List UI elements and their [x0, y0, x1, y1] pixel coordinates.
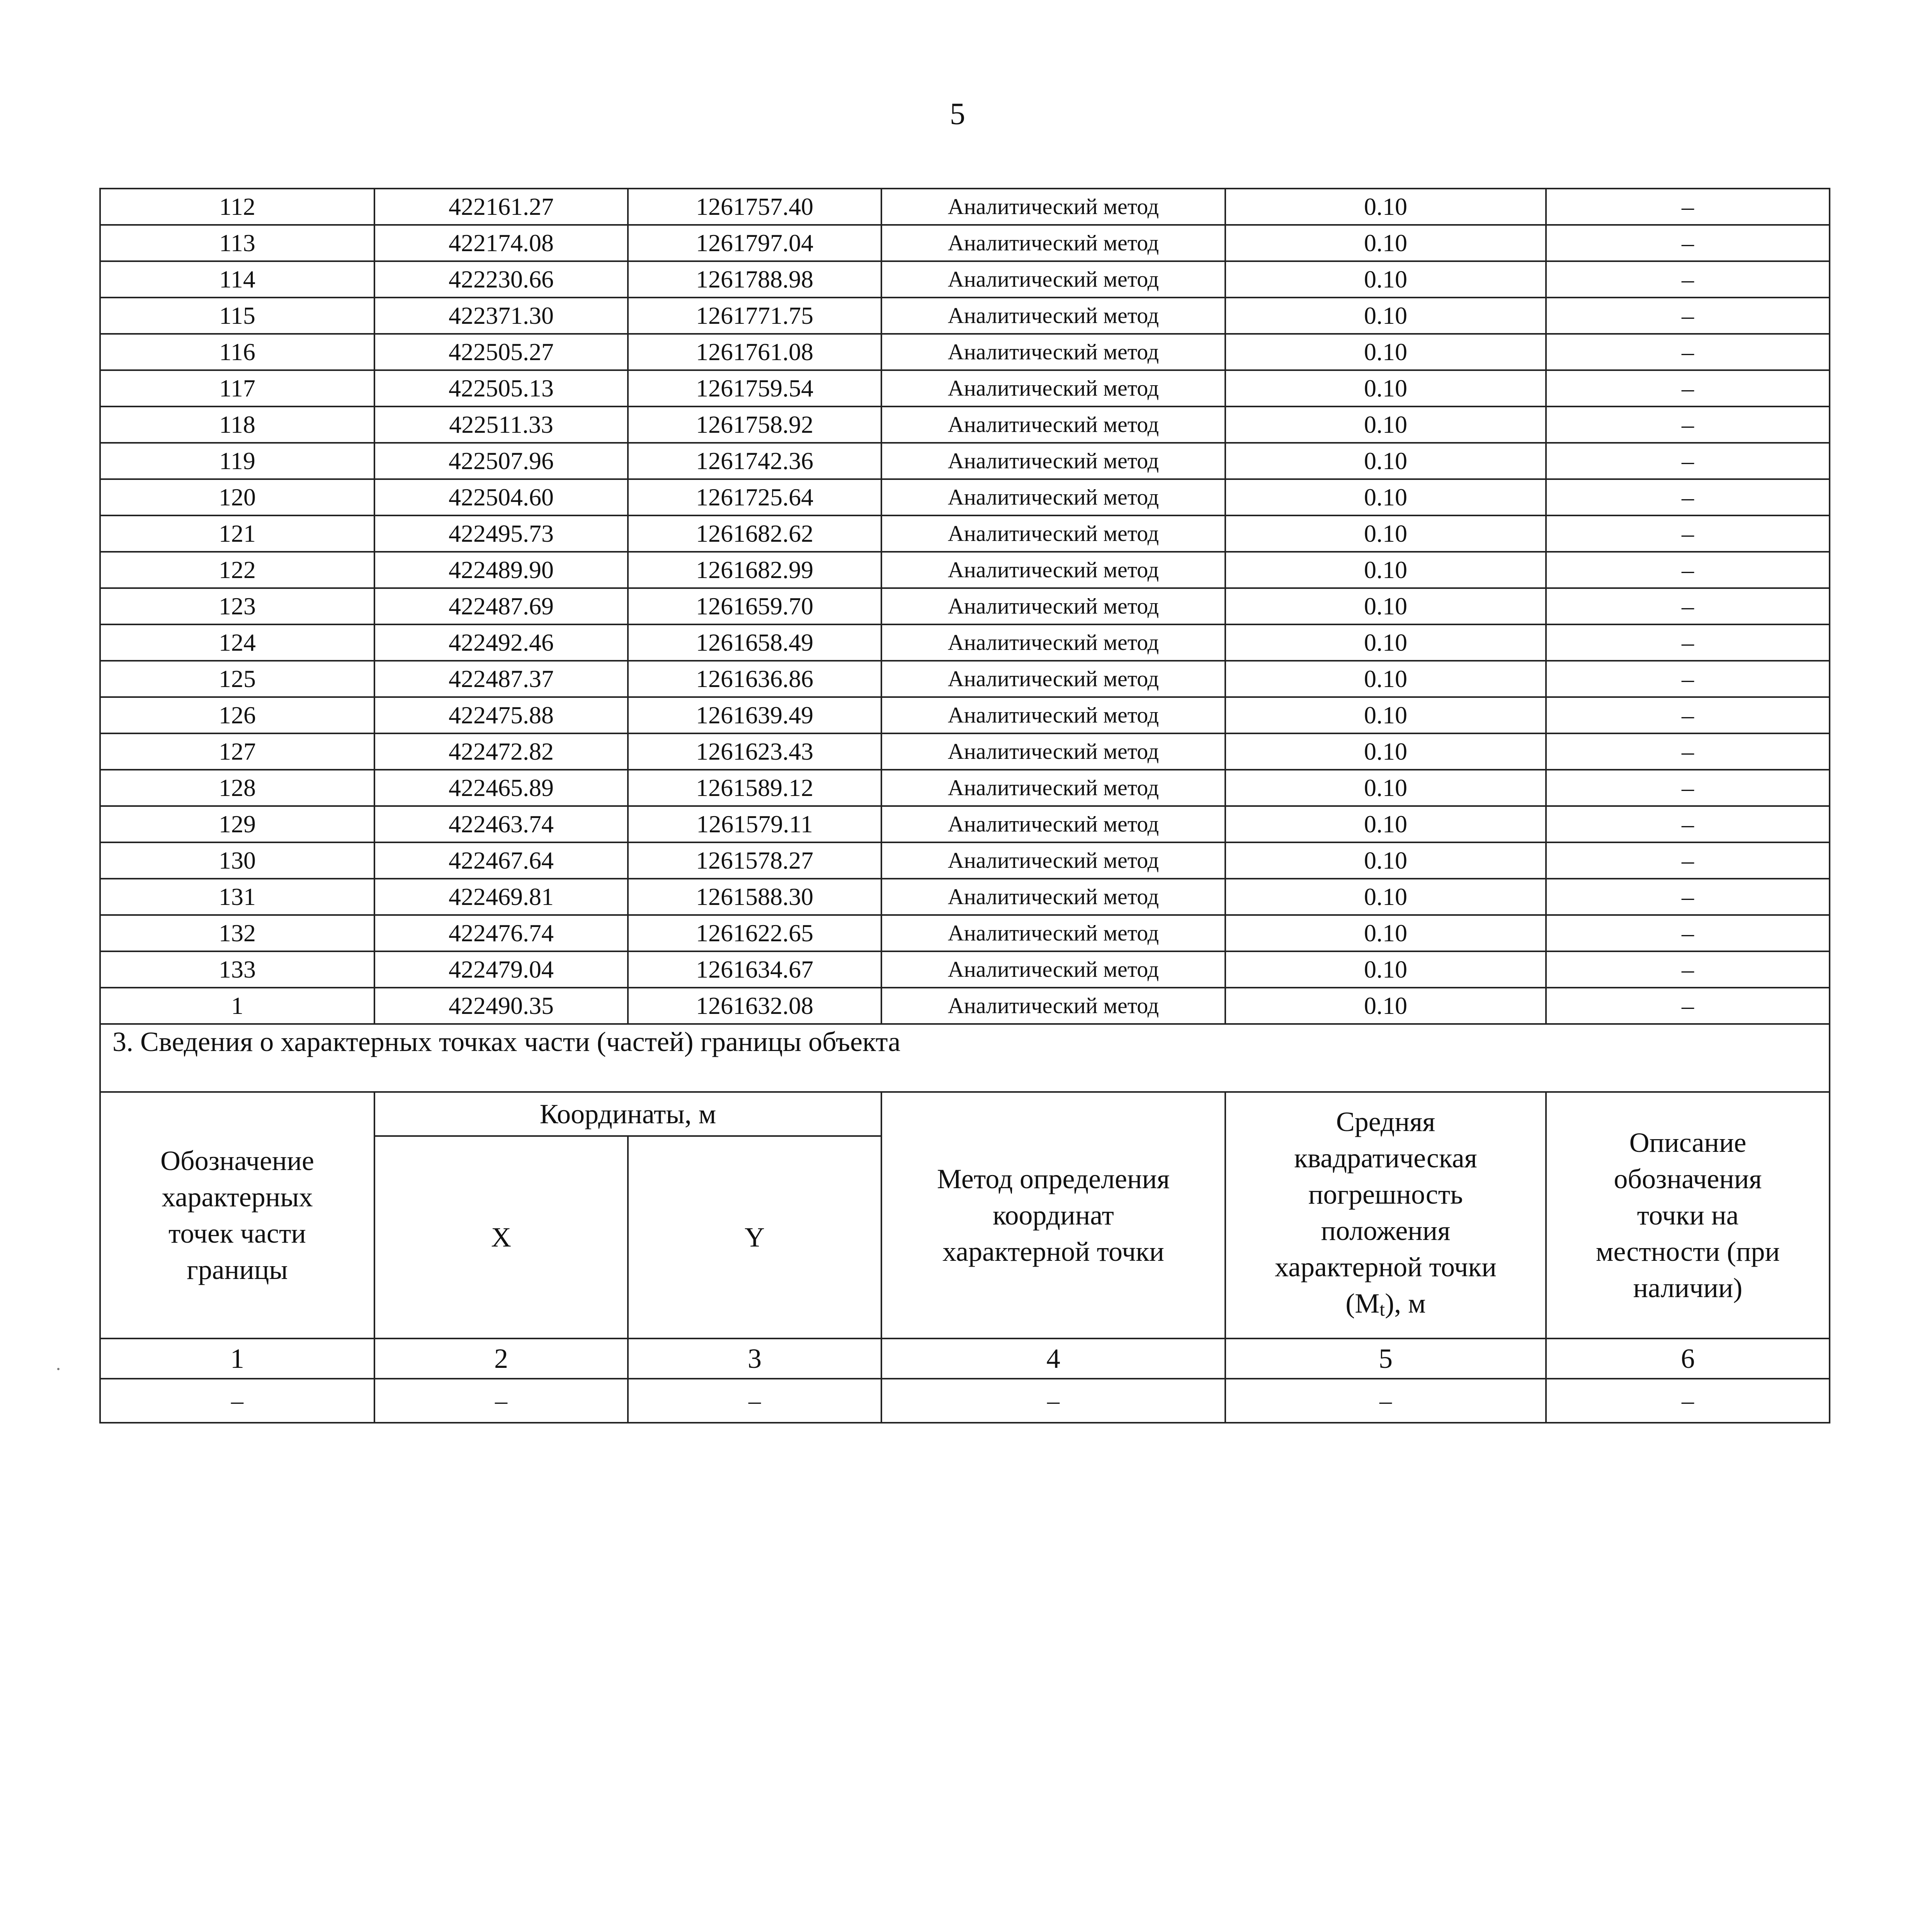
coordinate-row — [100, 770, 1830, 806]
column-number: 3 — [628, 1338, 881, 1379]
description-cell: – — [1546, 588, 1830, 624]
x-cell: 422472.82 — [374, 733, 628, 770]
section3-title: 3. Сведения о характерных точках части (частей) границы объекта — [100, 1024, 1830, 1092]
point-cell: 113 — [100, 225, 374, 261]
method-cell: Аналитический метод — [881, 697, 1225, 733]
y-cell: 1261761.08 — [628, 334, 881, 370]
column-number: 1 — [100, 1338, 374, 1379]
x-cell: 422465.89 — [374, 770, 628, 806]
header-method-line: Метод определения — [937, 1163, 1170, 1194]
y-cell: 1261759.54 — [628, 370, 881, 406]
y-cell: 1261632.08 — [628, 988, 881, 1024]
coordinate-row — [100, 624, 1830, 661]
description-cell: – — [1546, 770, 1830, 806]
description-cell: – — [1546, 988, 1830, 1024]
method-cell: Аналитический метод — [881, 588, 1225, 624]
method-cell: Аналитический метод — [881, 406, 1225, 443]
point-cell: 124 — [100, 624, 374, 661]
point-cell: 121 — [100, 515, 374, 552]
header-method — [881, 1092, 1225, 1338]
error-cell: 0.10 — [1225, 443, 1546, 479]
y-cell: 1261788.98 — [628, 261, 881, 298]
coordinate-row — [100, 261, 1830, 298]
x-cell: 422492.46 — [374, 624, 628, 661]
description-cell: – — [1546, 661, 1830, 697]
x-cell: 422174.08 — [374, 225, 628, 261]
coordinate-row — [100, 189, 1830, 225]
header-point-designation-line: Обозначение — [160, 1145, 314, 1176]
point-cell: 120 — [100, 479, 374, 515]
header-error-line: положения — [1321, 1215, 1451, 1246]
point-cell: 118 — [100, 406, 374, 443]
point-cell: 122 — [100, 552, 374, 588]
coordinate-row — [100, 479, 1830, 515]
description-cell: – — [1546, 842, 1830, 879]
x-cell: 422475.88 — [374, 697, 628, 733]
empty-cell: – — [628, 1379, 881, 1423]
method-cell: Аналитический метод — [881, 806, 1225, 842]
x-cell: 422487.69 — [374, 588, 628, 624]
header-error-symbol: (M — [1345, 1287, 1380, 1319]
y-cell: 1261589.12 — [628, 770, 881, 806]
description-cell: – — [1546, 406, 1830, 443]
description-cell: – — [1546, 879, 1830, 915]
description-cell: – — [1546, 261, 1830, 298]
column-number: 6 — [1546, 1338, 1830, 1379]
point-cell: 114 — [100, 261, 374, 298]
x-cell: 422504.60 — [374, 479, 628, 515]
point-cell: 131 — [100, 879, 374, 915]
error-cell: 0.10 — [1225, 588, 1546, 624]
coordinate-row — [100, 842, 1830, 879]
header-y: Y — [628, 1136, 881, 1338]
point-cell: 115 — [100, 298, 374, 334]
error-cell: 0.10 — [1225, 879, 1546, 915]
header-coordinates: Координаты, м — [374, 1092, 881, 1136]
x-cell: 422476.74 — [374, 915, 628, 951]
error-cell: 0.10 — [1225, 298, 1546, 334]
header-error-line: характерной точки — [1275, 1251, 1497, 1282]
description-cell: – — [1546, 806, 1830, 842]
header-description-line: обозначения — [1614, 1163, 1762, 1194]
coordinate-row — [100, 661, 1830, 697]
point-cell: 126 — [100, 697, 374, 733]
coordinate-row — [100, 298, 1830, 334]
description-cell: – — [1546, 915, 1830, 951]
y-cell: 1261622.65 — [628, 915, 881, 951]
x-cell: 422469.81 — [374, 879, 628, 915]
y-cell: 1261742.36 — [628, 443, 881, 479]
error-cell: 0.10 — [1225, 261, 1546, 298]
column-number: 2 — [374, 1338, 628, 1379]
empty-cell: – — [1546, 1379, 1830, 1423]
description-cell: – — [1546, 515, 1830, 552]
error-cell: 0.10 — [1225, 842, 1546, 879]
method-cell: Аналитический метод — [881, 770, 1225, 806]
x-cell: 422479.04 — [374, 951, 628, 988]
error-cell: 0.10 — [1225, 697, 1546, 733]
point-cell: 125 — [100, 661, 374, 697]
error-cell: 0.10 — [1225, 334, 1546, 370]
method-cell: Аналитический метод — [881, 225, 1225, 261]
x-cell: 422505.27 — [374, 334, 628, 370]
x-cell: 422371.30 — [374, 298, 628, 334]
y-cell: 1261682.62 — [628, 515, 881, 552]
method-cell: Аналитический метод — [881, 261, 1225, 298]
description-cell: – — [1546, 552, 1830, 588]
header-error-line: Средняя — [1336, 1106, 1435, 1137]
y-cell: 1261634.67 — [628, 951, 881, 988]
header-point-designation — [100, 1092, 374, 1338]
description-cell: – — [1546, 479, 1830, 515]
description-cell: – — [1546, 733, 1830, 770]
y-cell: 1261659.70 — [628, 588, 881, 624]
method-cell: Аналитический метод — [881, 370, 1225, 406]
point-cell: 129 — [100, 806, 374, 842]
method-cell: Аналитический метод — [881, 661, 1225, 697]
header-point-designation-line: характерных — [162, 1182, 313, 1213]
point-cell: 133 — [100, 951, 374, 988]
header-error-line: квадратическая — [1294, 1142, 1477, 1173]
error-cell: 0.10 — [1225, 624, 1546, 661]
y-cell: 1261797.04 — [628, 225, 881, 261]
point-cell: 128 — [100, 770, 374, 806]
point-cell: 119 — [100, 443, 374, 479]
point-cell: 130 — [100, 842, 374, 879]
description-cell: – — [1546, 697, 1830, 733]
x-cell: 422507.96 — [374, 443, 628, 479]
column-number: 4 — [881, 1338, 1225, 1379]
error-cell: 0.10 — [1225, 770, 1546, 806]
method-cell: Аналитический метод — [881, 988, 1225, 1024]
coordinate-row — [100, 225, 1830, 261]
error-cell: 0.10 — [1225, 406, 1546, 443]
method-cell: Аналитический метод — [881, 842, 1225, 879]
y-cell: 1261725.64 — [628, 479, 881, 515]
description-cell: – — [1546, 298, 1830, 334]
y-cell: 1261579.11 — [628, 806, 881, 842]
empty-cell: – — [1225, 1379, 1546, 1423]
method-cell: Аналитический метод — [881, 552, 1225, 588]
coordinate-row — [100, 733, 1830, 770]
description-cell: – — [1546, 443, 1830, 479]
x-cell: 422489.90 — [374, 552, 628, 588]
header-error-last-line — [1226, 1285, 1545, 1327]
x-cell: 422487.37 — [374, 661, 628, 697]
y-cell: 1261639.49 — [628, 697, 881, 733]
point-cell: 132 — [100, 915, 374, 951]
empty-cell: – — [100, 1379, 374, 1423]
coordinate-row — [100, 443, 1830, 479]
description-cell: – — [1546, 370, 1830, 406]
column-number: 5 — [1225, 1338, 1546, 1379]
description-cell: – — [1546, 624, 1830, 661]
point-cell: 123 — [100, 588, 374, 624]
error-cell: 0.10 — [1225, 225, 1546, 261]
coordinate-row — [100, 697, 1830, 733]
y-cell: 1261758.92 — [628, 406, 881, 443]
scan-speck — [57, 1368, 60, 1370]
point-cell: 127 — [100, 733, 374, 770]
error-cell: 0.10 — [1225, 661, 1546, 697]
y-cell: 1261658.49 — [628, 624, 881, 661]
y-cell: 1261623.43 — [628, 733, 881, 770]
header-error-unit: ), м — [1385, 1287, 1426, 1319]
point-cell: 117 — [100, 370, 374, 406]
x-cell: 422505.13 — [374, 370, 628, 406]
coordinate-row — [100, 951, 1830, 988]
header-point-designation-line: точек части — [168, 1218, 306, 1249]
empty-cell: – — [881, 1379, 1225, 1423]
coordinate-row — [100, 806, 1830, 842]
coordinate-row — [100, 515, 1830, 552]
x-cell: 422230.66 — [374, 261, 628, 298]
description-cell: – — [1546, 189, 1830, 225]
error-cell: 0.10 — [1225, 479, 1546, 515]
coordinate-row — [100, 879, 1830, 915]
x-cell: 422463.74 — [374, 806, 628, 842]
error-cell: 0.10 — [1225, 951, 1546, 988]
description-cell: – — [1546, 334, 1830, 370]
y-cell: 1261757.40 — [628, 189, 881, 225]
method-cell: Аналитический метод — [881, 334, 1225, 370]
coordinate-row — [100, 588, 1830, 624]
coordinates-table-body — [100, 189, 1830, 1024]
header-error-line: погрешность — [1308, 1179, 1463, 1210]
empty-cell: – — [374, 1379, 628, 1423]
method-cell: Аналитический метод — [881, 189, 1225, 225]
y-cell: 1261588.30 — [628, 879, 881, 915]
header-point-designation-line: границы — [187, 1254, 288, 1285]
coordinate-row — [100, 406, 1830, 443]
coordinate-row — [100, 334, 1830, 370]
y-cell: 1261682.99 — [628, 552, 881, 588]
x-cell: 422161.27 — [374, 189, 628, 225]
header-description-line: наличии) — [1633, 1272, 1743, 1303]
method-cell: Аналитический метод — [881, 298, 1225, 334]
point-cell: 112 — [100, 189, 374, 225]
y-cell: 1261636.86 — [628, 661, 881, 697]
empty-data-row — [100, 1379, 1830, 1423]
header-x: X — [374, 1136, 628, 1338]
x-cell: 422511.33 — [374, 406, 628, 443]
description-cell: – — [1546, 225, 1830, 261]
method-cell: Аналитический метод — [881, 733, 1225, 770]
error-cell: 0.10 — [1225, 806, 1546, 842]
y-cell: 1261771.75 — [628, 298, 881, 334]
error-cell: 0.10 — [1225, 733, 1546, 770]
method-cell: Аналитический метод — [881, 443, 1225, 479]
section3-block — [100, 1024, 1830, 1423]
error-cell: 0.10 — [1225, 988, 1546, 1024]
error-cell: 0.10 — [1225, 189, 1546, 225]
y-cell: 1261578.27 — [628, 842, 881, 879]
header-description-line: точки на — [1637, 1200, 1739, 1231]
method-cell: Аналитический метод — [881, 879, 1225, 915]
header-description — [1546, 1092, 1830, 1338]
error-cell: 0.10 — [1225, 370, 1546, 406]
method-cell: Аналитический метод — [881, 915, 1225, 951]
header-method-line: координат — [993, 1200, 1114, 1231]
header-method-line: характерной точки — [942, 1236, 1164, 1267]
method-cell: Аналитический метод — [881, 479, 1225, 515]
method-cell: Аналитический метод — [881, 951, 1225, 988]
coordinates-table — [99, 188, 1830, 1423]
x-cell: 422495.73 — [374, 515, 628, 552]
method-cell: Аналитический метод — [881, 624, 1225, 661]
coordinate-row — [100, 370, 1830, 406]
description-cell: – — [1546, 951, 1830, 988]
coordinate-row — [100, 915, 1830, 951]
header-description-line: местности (при — [1595, 1236, 1780, 1267]
header-error-subscript: t — [1379, 1298, 1385, 1320]
page-number: 5 — [950, 97, 965, 131]
header-error — [1225, 1092, 1546, 1338]
x-cell: 422467.64 — [374, 842, 628, 879]
point-cell: 1 — [100, 988, 374, 1024]
coordinate-row — [100, 552, 1830, 588]
point-cell: 116 — [100, 334, 374, 370]
column-numbers-row — [100, 1338, 1830, 1379]
method-cell: Аналитический метод — [881, 515, 1225, 552]
x-cell: 422490.35 — [374, 988, 628, 1024]
error-cell: 0.10 — [1225, 915, 1546, 951]
header-description-line: Описание — [1629, 1127, 1747, 1158]
error-cell: 0.10 — [1225, 515, 1546, 552]
error-cell: 0.10 — [1225, 552, 1546, 588]
coordinate-row — [100, 988, 1830, 1024]
